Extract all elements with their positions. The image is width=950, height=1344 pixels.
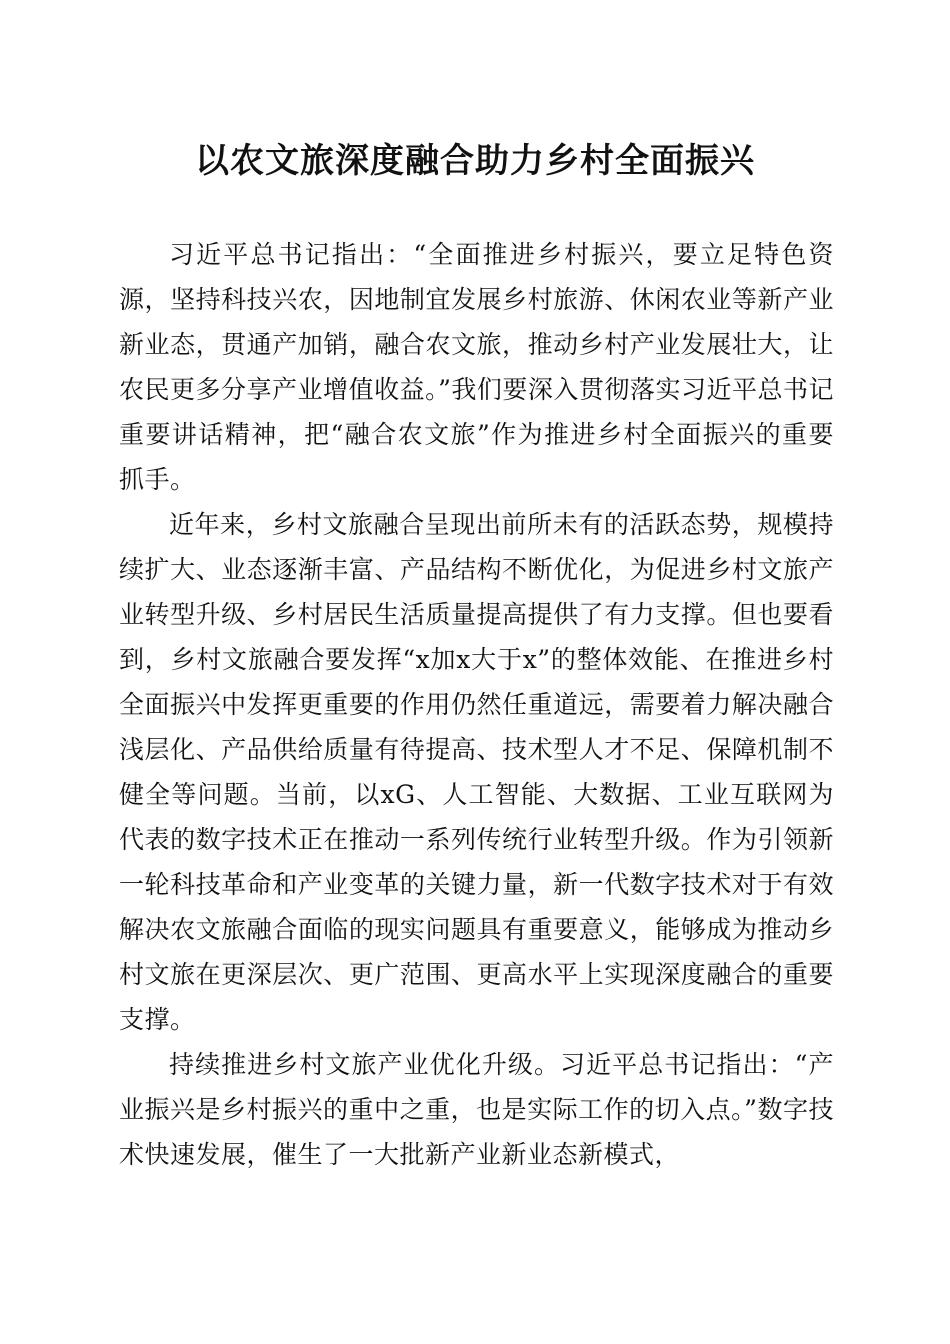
document-body [119, 232, 834, 1177]
document-title: 以农文旅深度融合助力乡村全面振兴 [195, 141, 755, 181]
paragraph-2: 近年来，乡村文旅融合呈现出前所未有的活跃态势，规模持续扩大、业态逐渐丰富、产品结构不断优化，为促进乡村文旅产业转型升级、乡村居民生活质量提高提供了有力支撑。但也要看到，乡村文旅融合要发挥“x加x大于x”的整体效能、在推进乡村全面振兴中发挥更重要的作用仍然任重道远，需要着力解决融合浅层化、产品供给质量有待提高、技术型人才不足、保障机制不健全等问题。当前，以xG、人工智能、大数据、工业互联网为代表的数字技术正在推动一系列传统行业转型升级。作为引领新一轮科技革命和产业变革的关键力量，新一代数字技术对于有效解决农文旅融合面临的现实问题具有重要意义，能够成为推动乡村文旅在更深层次、更广范围、更高水平上实现深度融合的重要支撑。 [119, 510, 834, 1034]
paragraph-3: 持续推进乡村文旅产业优化升级。习近平总书记指出：“产业振兴是乡村振兴的重中之重，也是实际工作的切入点。”数字技术快速发展，催生了一大批新产业新业态新模式， [119, 1050, 834, 1169]
paragraph-1: 习近平总书记指出：“全面推进乡村振兴，要立足特色资源，坚持科技兴农，因地制宜发展乡村旅游、休闲农业等新产业新业态，贯通产加销，融合农文旅，推动乡村产业发展壮大，让农民更多分享产业增值收益。”我们要深入贯彻落实习近平总书记重要讲话精神，把“融合农文旅”作为推进乡村全面振兴的重要抓手。 [119, 240, 834, 494]
